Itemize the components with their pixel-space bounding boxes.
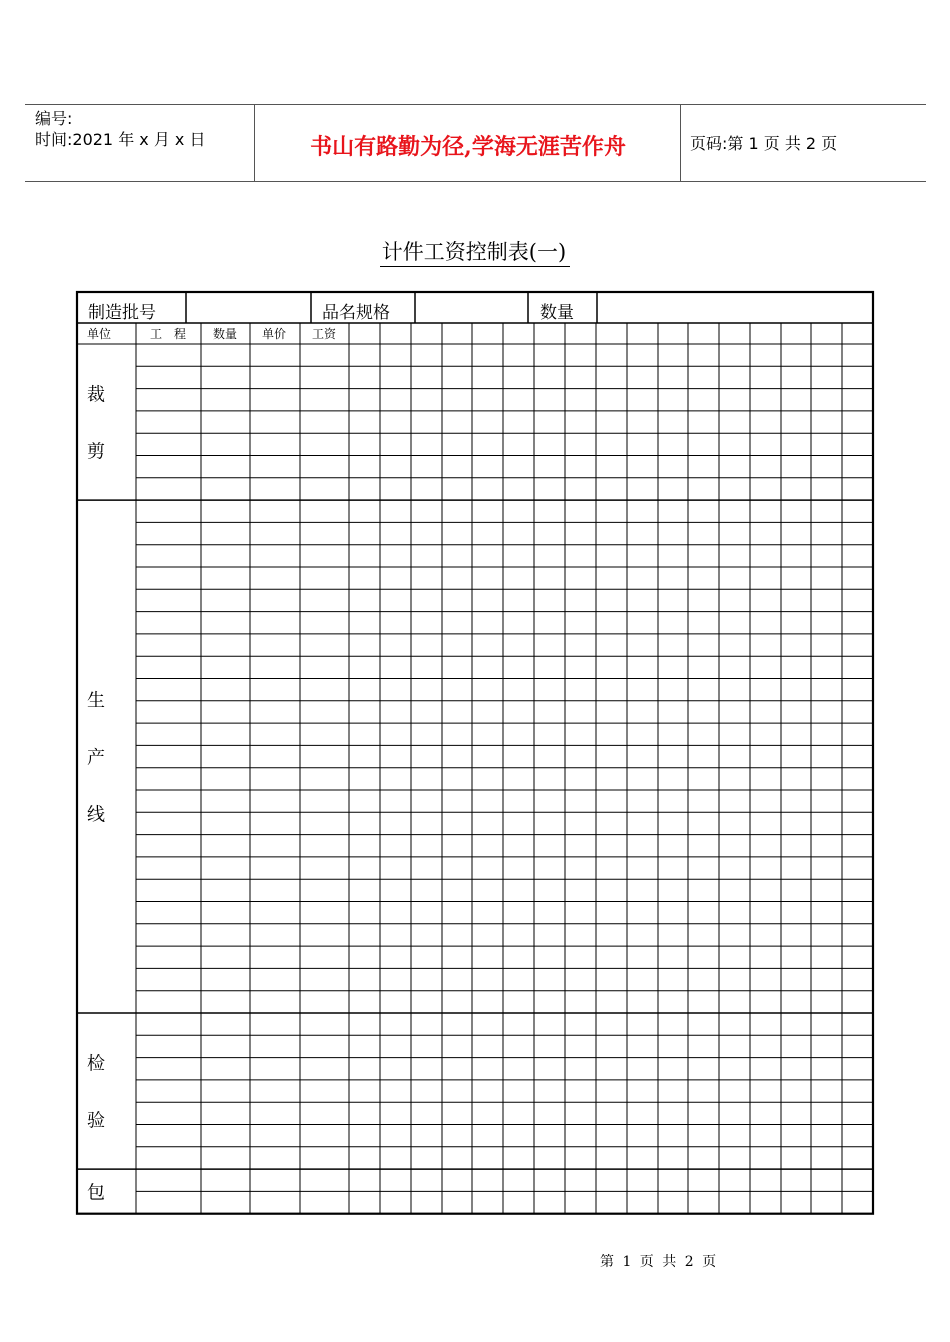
section-label-1-2: 线 [87, 804, 105, 826]
column-header-4: 工资 [311, 327, 337, 341]
column-header-0: 单位 [87, 327, 112, 341]
page-label: 页码:第 1 页 共 2 页 [690, 134, 838, 153]
product-label: 品名规格 [322, 303, 390, 323]
section-label-1-0: 生 [87, 690, 105, 712]
document-title: 计件工资控制表(一) [380, 240, 570, 267]
table-border [77, 292, 873, 1214]
section-label-3-0: 包 [87, 1182, 105, 1204]
column-header-1: 工 程 [149, 327, 187, 341]
column-header-2: 数量 [212, 327, 238, 341]
column-header-3: 单价 [261, 327, 287, 341]
page-footer: 第 1 页 共 2 页 [600, 1254, 717, 1270]
section-label-0-0: 裁 [87, 384, 105, 406]
time-label: 时间:2021 年 x 月 x 日 [35, 130, 206, 149]
section-label-1-1: 产 [87, 747, 105, 769]
number-label: 编号: [35, 109, 73, 128]
qty-label: 数量 [540, 303, 574, 323]
batch-label: 制造批号 [88, 303, 156, 323]
section-label-0-1: 剪 [87, 441, 105, 463]
motto: 书山有路勤为径,学海无涯苦作舟 [310, 134, 626, 160]
section-label-2-0: 检 [87, 1053, 105, 1075]
section-label-2-1: 验 [87, 1110, 105, 1132]
